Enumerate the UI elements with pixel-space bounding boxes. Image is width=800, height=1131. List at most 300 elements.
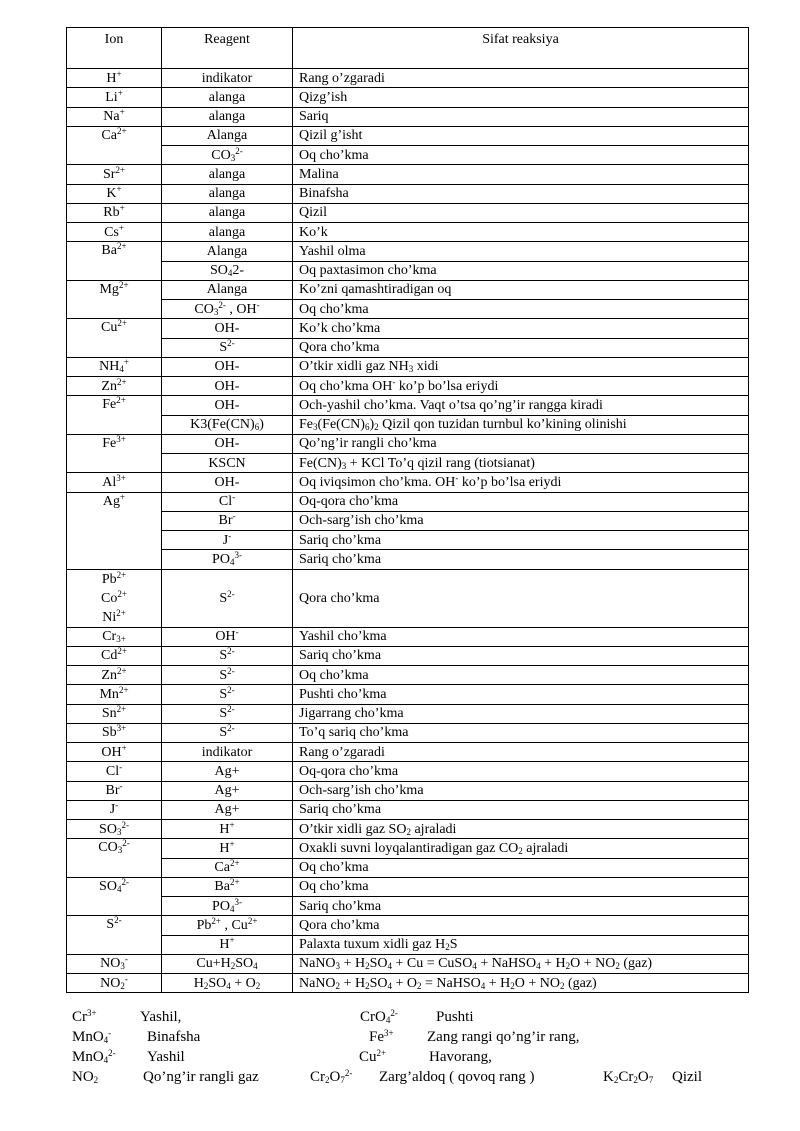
ion-cell: [67, 88, 162, 107]
superscript: 2+: [116, 607, 126, 618]
superscript: +: [229, 935, 235, 946]
table-row: [67, 396, 749, 415]
legend-color-name: Yashil,: [140, 1009, 182, 1025]
text-segment: K: [106, 186, 117, 202]
reaction-cell: [293, 454, 749, 473]
reaction-cell: [293, 762, 749, 781]
reagent-cell: [162, 473, 293, 492]
reagent-cell: [162, 415, 293, 434]
text-segment: Oq iviqsimon cho’kma. OH: [299, 474, 456, 490]
reagent-cell: [162, 627, 293, 646]
legend-formula: [360, 1009, 398, 1026]
subscript: 2: [445, 942, 450, 953]
subscript: 4: [229, 903, 235, 914]
text-segment: NO: [100, 975, 121, 991]
reaction-cell: [293, 338, 749, 357]
text-segment: MnO: [72, 1049, 104, 1065]
reaction-cell: [293, 781, 749, 800]
superscript: 2+: [247, 915, 258, 926]
text-segment: Ko’zni qamashtiradigan oq: [299, 282, 452, 298]
superscript: +: [119, 203, 125, 214]
superscript: -: [119, 781, 123, 792]
superscript: -: [119, 761, 123, 772]
table-row: [67, 666, 749, 685]
text-segment: H: [219, 937, 230, 953]
text-segment: Oq cho’kma: [299, 879, 369, 895]
text-segment: O + NO: [514, 975, 560, 991]
subscript: 2: [374, 422, 379, 433]
text-segment: Sariq cho’kma: [299, 648, 382, 664]
reaction-cell: [293, 916, 749, 935]
text-segment: PO: [212, 551, 230, 567]
superscript: 2-: [227, 723, 235, 734]
ion-cell: [67, 377, 162, 396]
text-segment: S: [219, 706, 228, 722]
superscript: 3+: [116, 434, 126, 444]
ion-line: [73, 570, 155, 589]
text-segment: O: [637, 1069, 649, 1085]
superscript: 3+: [384, 1028, 394, 1038]
reaction-cell: [293, 69, 749, 88]
text-segment: Palaxta tuxum xidli gaz H: [299, 937, 446, 953]
text-segment: NO: [100, 956, 121, 972]
subscript: 2: [365, 980, 370, 991]
text-segment: NH: [99, 359, 120, 375]
ion-cell: [67, 839, 162, 878]
reagent-cell: [162, 704, 293, 723]
superscript: 2+: [116, 376, 127, 387]
table-row: [67, 203, 749, 222]
text-segment: Li: [105, 89, 118, 105]
subscript: 2: [230, 961, 236, 972]
subscript: 4: [103, 1035, 109, 1045]
text-segment: Cr: [72, 1009, 87, 1025]
text-segment: PO: [212, 898, 230, 914]
text-segment: S: [219, 686, 228, 702]
text-segment: Oxakli suvni loyqalantiradigan gaz CO: [299, 840, 519, 856]
text-segment: KSCN: [208, 455, 246, 471]
legend-formula: [72, 1049, 116, 1066]
subscript: 3: [120, 961, 125, 972]
reaction-cell: [293, 223, 749, 242]
text-segment: Sb: [101, 725, 117, 741]
ion-cell: [67, 646, 162, 665]
legend-color-name: Zarg’aldoq ( qovoq rang ): [379, 1069, 535, 1085]
qualitative-reactions-table: [66, 27, 749, 993]
text-segment: Alanga: [206, 282, 248, 298]
ion-cell: [67, 627, 162, 646]
ion-cell: [67, 743, 162, 762]
text-segment: Ca: [214, 860, 230, 876]
reaction-cell: [293, 280, 749, 299]
text-segment: SO: [209, 263, 228, 279]
text-segment: alanga: [208, 166, 246, 182]
text-segment: Fe: [369, 1029, 384, 1045]
superscript: 2+: [229, 858, 240, 869]
text-segment: Ag+: [214, 763, 240, 779]
subscript: 2: [406, 826, 411, 837]
text-segment: Pb: [196, 917, 212, 933]
superscript: 2-: [227, 646, 235, 657]
subscript: 4: [387, 980, 392, 991]
legend-formula: [72, 1029, 111, 1046]
text-segment: To’q sariq cho’kma: [299, 725, 409, 741]
reaction-cell: [293, 300, 749, 319]
reagent-cell: [162, 126, 293, 145]
ion-cell: [67, 107, 162, 126]
subscript: 6: [364, 422, 370, 433]
text-segment: Och-sarg’ish cho’kma: [299, 513, 424, 529]
reagent-cell: [162, 146, 293, 165]
text-segment: Alanga: [206, 243, 248, 259]
reagent-cell: [162, 319, 293, 338]
text-segment: alanga: [208, 205, 246, 221]
text-segment: Cl: [105, 763, 120, 779]
superscript: +: [118, 222, 124, 233]
ion-cell: [67, 762, 162, 781]
reaction-cell: [293, 704, 749, 723]
table-row: [67, 820, 749, 839]
subscript: 2: [120, 980, 125, 991]
subscript: 2: [416, 980, 422, 991]
text-segment: SO: [235, 956, 254, 972]
subscript: 3: [117, 845, 123, 856]
table-row: [67, 627, 749, 646]
text-segment: + H: [540, 956, 566, 972]
table-header-row: [67, 28, 749, 69]
text-segment: Cr: [310, 1069, 325, 1085]
reagent-cell: [162, 935, 293, 954]
text-segment: 2-: [232, 263, 245, 279]
reaction-cell: [293, 396, 749, 415]
superscript: 2-: [227, 665, 235, 676]
text-segment: + NaHSO: [476, 956, 537, 972]
text-segment: K: [603, 1069, 614, 1085]
text-segment: Cr: [618, 1069, 634, 1085]
text-segment: Rang o’zgaradi: [299, 70, 385, 86]
superscript: -: [124, 954, 128, 965]
superscript: 2+: [116, 704, 127, 715]
text-segment: Ca: [101, 127, 117, 143]
text-segment: SO: [99, 878, 117, 894]
table-row: [67, 377, 749, 396]
subscript: 2: [203, 980, 209, 991]
subscript: 2: [510, 980, 515, 991]
ion-cell: [67, 396, 162, 435]
legend-formula: [603, 1069, 653, 1086]
reagent-cell: [162, 839, 293, 858]
reaction-cell: [293, 434, 749, 453]
reagent-cell: [162, 781, 293, 800]
subscript: 4: [119, 364, 124, 375]
text-segment: Qizil g’isht: [299, 128, 363, 144]
legend-formula: [310, 1069, 352, 1086]
reaction-cell: [293, 242, 749, 261]
table-row: [67, 126, 749, 145]
superscript: 3+: [116, 723, 127, 734]
superscript: 2+: [116, 569, 127, 580]
text-segment: OH: [101, 744, 122, 760]
subscript: 3: [313, 422, 318, 433]
reaction-cell: [293, 820, 749, 839]
table-row: [67, 492, 749, 511]
table-row: [67, 877, 749, 896]
table-row: [67, 280, 749, 299]
superscript: 2-: [218, 299, 226, 310]
text-segment: Qizil qon tuzidan turnbul ko’kining olinishi: [378, 417, 627, 433]
ion-cell: [67, 203, 162, 222]
reaction-cell: [293, 685, 749, 704]
text-segment: J: [222, 532, 229, 548]
text-segment: Qo’ng’ir rangli cho’kma: [299, 436, 437, 452]
text-segment: SO: [208, 975, 227, 991]
table-row: [67, 261, 749, 280]
text-segment: S: [219, 725, 228, 741]
reagent-cell: [162, 743, 293, 762]
text-segment: S: [219, 648, 228, 664]
reaction-cell: [293, 954, 749, 973]
subscript: 4: [387, 961, 392, 972]
ion-cell: [67, 69, 162, 88]
reaction-cell: [293, 858, 749, 877]
text-segment: S: [106, 917, 115, 933]
superscript: 2-: [344, 1068, 353, 1078]
text-segment: ajraladi: [522, 840, 569, 856]
reagent-cell: [162, 646, 293, 665]
text-segment: + KCl To’q qizil rang (tiotsianat): [346, 455, 535, 471]
text-segment: Pb: [101, 571, 117, 587]
superscript: +: [116, 68, 122, 79]
reagent-cell: [162, 357, 293, 376]
subscript: 4: [227, 268, 233, 279]
text-segment: NO: [72, 1069, 94, 1085]
subscript: 3: [213, 306, 219, 317]
text-segment: OH-: [214, 474, 240, 490]
text-segment: Na: [103, 109, 120, 125]
text-segment: + H: [340, 956, 366, 972]
superscript: -: [232, 492, 236, 503]
text-segment: H: [106, 70, 117, 86]
text-segment: (gaz): [619, 956, 653, 972]
superscript: 2+: [116, 395, 126, 406]
reagent-cell: [162, 338, 293, 357]
table-row: [67, 531, 749, 550]
text-segment: H: [219, 821, 230, 837]
subscript: 4: [472, 961, 477, 972]
text-segment: indikator: [201, 744, 253, 760]
ion-cell: [67, 242, 162, 281]
text-segment: Malina: [299, 166, 339, 182]
reaction-cell: [293, 666, 749, 685]
text-segment: Binafsha: [299, 186, 349, 202]
ion-cell: [67, 434, 162, 473]
text-segment: Sariq cho’kma: [299, 551, 382, 567]
reaction-cell: [293, 126, 749, 145]
superscript: 2-: [227, 704, 235, 715]
text-segment: CO: [211, 147, 231, 163]
ion-cell: [67, 666, 162, 685]
legend-color-name: Yashil: [147, 1049, 185, 1065]
text-segment: + Cu = CuSO: [391, 956, 473, 972]
reaction-cell: [293, 974, 749, 993]
text-segment: Rang o’zgaradi: [299, 744, 385, 760]
subscript: 3: [335, 961, 341, 972]
subscript: 3: [341, 460, 347, 471]
reaction-cell: [293, 743, 749, 762]
text-segment: alanga: [208, 109, 246, 125]
text-segment: Ko’k: [299, 224, 328, 240]
superscript: 2-: [227, 684, 235, 695]
superscript: -: [455, 472, 459, 483]
reaction-cell: [293, 88, 749, 107]
superscript: +: [119, 107, 125, 118]
reagent-cell: [162, 569, 293, 627]
text-segment: Yashil olma: [299, 243, 366, 259]
ion-cell: [67, 492, 162, 569]
reaction-cell: [293, 473, 749, 492]
reaction-cell: [293, 569, 749, 627]
superscript: +: [229, 819, 235, 830]
table-row: [67, 839, 749, 858]
reaction-cell: [293, 646, 749, 665]
table-row: [67, 415, 749, 434]
text-segment: S: [219, 667, 228, 683]
table-row: [67, 511, 749, 530]
table-row: [67, 916, 749, 935]
legend-color-name: Havorang,: [429, 1049, 492, 1065]
text-segment: O: [329, 1069, 341, 1085]
ion-cell: [67, 954, 162, 973]
text-segment: Ba: [214, 879, 230, 895]
table-row: [67, 473, 749, 492]
table-row: [67, 338, 749, 357]
ion-cell: [67, 820, 162, 839]
superscript: -: [108, 1028, 112, 1038]
reaction-cell: [293, 107, 749, 126]
text-segment: ): [259, 417, 264, 433]
table-row: [67, 974, 749, 993]
reagent-cell: [162, 877, 293, 896]
table-body: [67, 69, 749, 993]
table-row: [67, 646, 749, 665]
table-row: [67, 800, 749, 819]
text-segment: Ko’k cho’kma: [299, 320, 381, 336]
text-segment: ajraladi: [410, 821, 457, 837]
table-row: [67, 685, 749, 704]
table-row: [67, 319, 749, 338]
superscript: 2-: [122, 838, 130, 849]
subscript: 3: [116, 826, 122, 837]
text-segment: O + NO: [570, 956, 616, 972]
reaction-cell: [293, 511, 749, 530]
legend-formula: [359, 1049, 386, 1066]
subscript: 4: [253, 961, 258, 972]
superscript: 2+: [116, 665, 127, 676]
text-segment: Cr: [102, 629, 117, 645]
text-segment: Oq cho’kma OH: [299, 378, 393, 394]
superscript: -: [228, 530, 232, 541]
text-segment: Co: [101, 590, 118, 606]
text-segment: SO: [369, 975, 388, 991]
ion-cell: [67, 974, 162, 993]
text-segment: Qora cho’kma: [299, 590, 380, 606]
reagent-cell: [162, 88, 293, 107]
ion-cell: [67, 184, 162, 203]
table-row: [67, 223, 749, 242]
reaction-cell: [293, 146, 749, 165]
ion-cell: [67, 685, 162, 704]
text-segment: S: [219, 340, 228, 356]
superscript: 2+: [117, 588, 127, 599]
text-segment: Oq-qora cho’kma: [299, 763, 399, 779]
reagent-cell: [162, 858, 293, 877]
text-segment: OH-: [214, 397, 240, 413]
text-segment: Och-sarg’ish cho’kma: [299, 783, 424, 799]
legend-color-name: Qo’ng’ir rangli gaz: [143, 1069, 259, 1085]
superscript: -: [124, 973, 128, 984]
superscript: 2-: [121, 877, 129, 887]
text-segment: Fe: [102, 435, 117, 451]
legend-color-name: Binafsha: [147, 1029, 201, 1045]
reaction-cell: [293, 897, 749, 916]
superscript: 2-: [390, 1008, 398, 1018]
text-segment: OH-: [214, 359, 240, 375]
text-segment: Mn: [99, 686, 119, 702]
reagent-cell: [162, 531, 293, 550]
table-row: [67, 762, 749, 781]
table-row: [67, 781, 749, 800]
text-segment: + O: [391, 975, 417, 991]
ion-cell: [67, 223, 162, 242]
superscript: 3+: [116, 472, 126, 483]
reagent-cell: [162, 954, 293, 973]
text-segment: OH-: [214, 320, 240, 336]
text-segment: Ag: [102, 493, 121, 509]
text-segment: Cl: [218, 494, 233, 510]
text-segment: Cd: [101, 648, 118, 664]
table-row: [67, 107, 749, 126]
text-segment: + O: [230, 975, 256, 991]
reagent-cell: [162, 377, 293, 396]
superscript: 2-: [227, 588, 235, 599]
ion-cell: [67, 473, 162, 492]
text-segment: O’tkir xidli gaz SO: [299, 821, 407, 837]
legend-color-name: Qizil: [672, 1069, 702, 1085]
subscript: 2: [559, 980, 565, 991]
text-segment: NaNO: [299, 956, 336, 972]
superscript: 2+: [118, 280, 129, 290]
ion-cell: [67, 357, 162, 376]
reaction-cell: [293, 165, 749, 184]
superscript: 2+: [115, 164, 126, 175]
reagent-cell: [162, 685, 293, 704]
subscript: 4: [480, 980, 486, 991]
reagent-cell: [162, 434, 293, 453]
ion-line: [73, 608, 155, 627]
text-segment: Cu+H: [196, 956, 231, 972]
text-segment: Jigarrang cho’kma: [299, 706, 404, 722]
text-segment: Ag+: [214, 802, 240, 818]
table-row: [67, 454, 749, 473]
ion-cell: [67, 319, 162, 358]
superscript: +: [121, 742, 127, 753]
superscript: 2-: [114, 915, 122, 926]
reagent-cell: [162, 492, 293, 511]
subscript: 4: [536, 961, 541, 972]
text-segment: , OH: [225, 301, 257, 317]
table-row: [67, 357, 749, 376]
text-segment: Sn: [101, 706, 117, 722]
